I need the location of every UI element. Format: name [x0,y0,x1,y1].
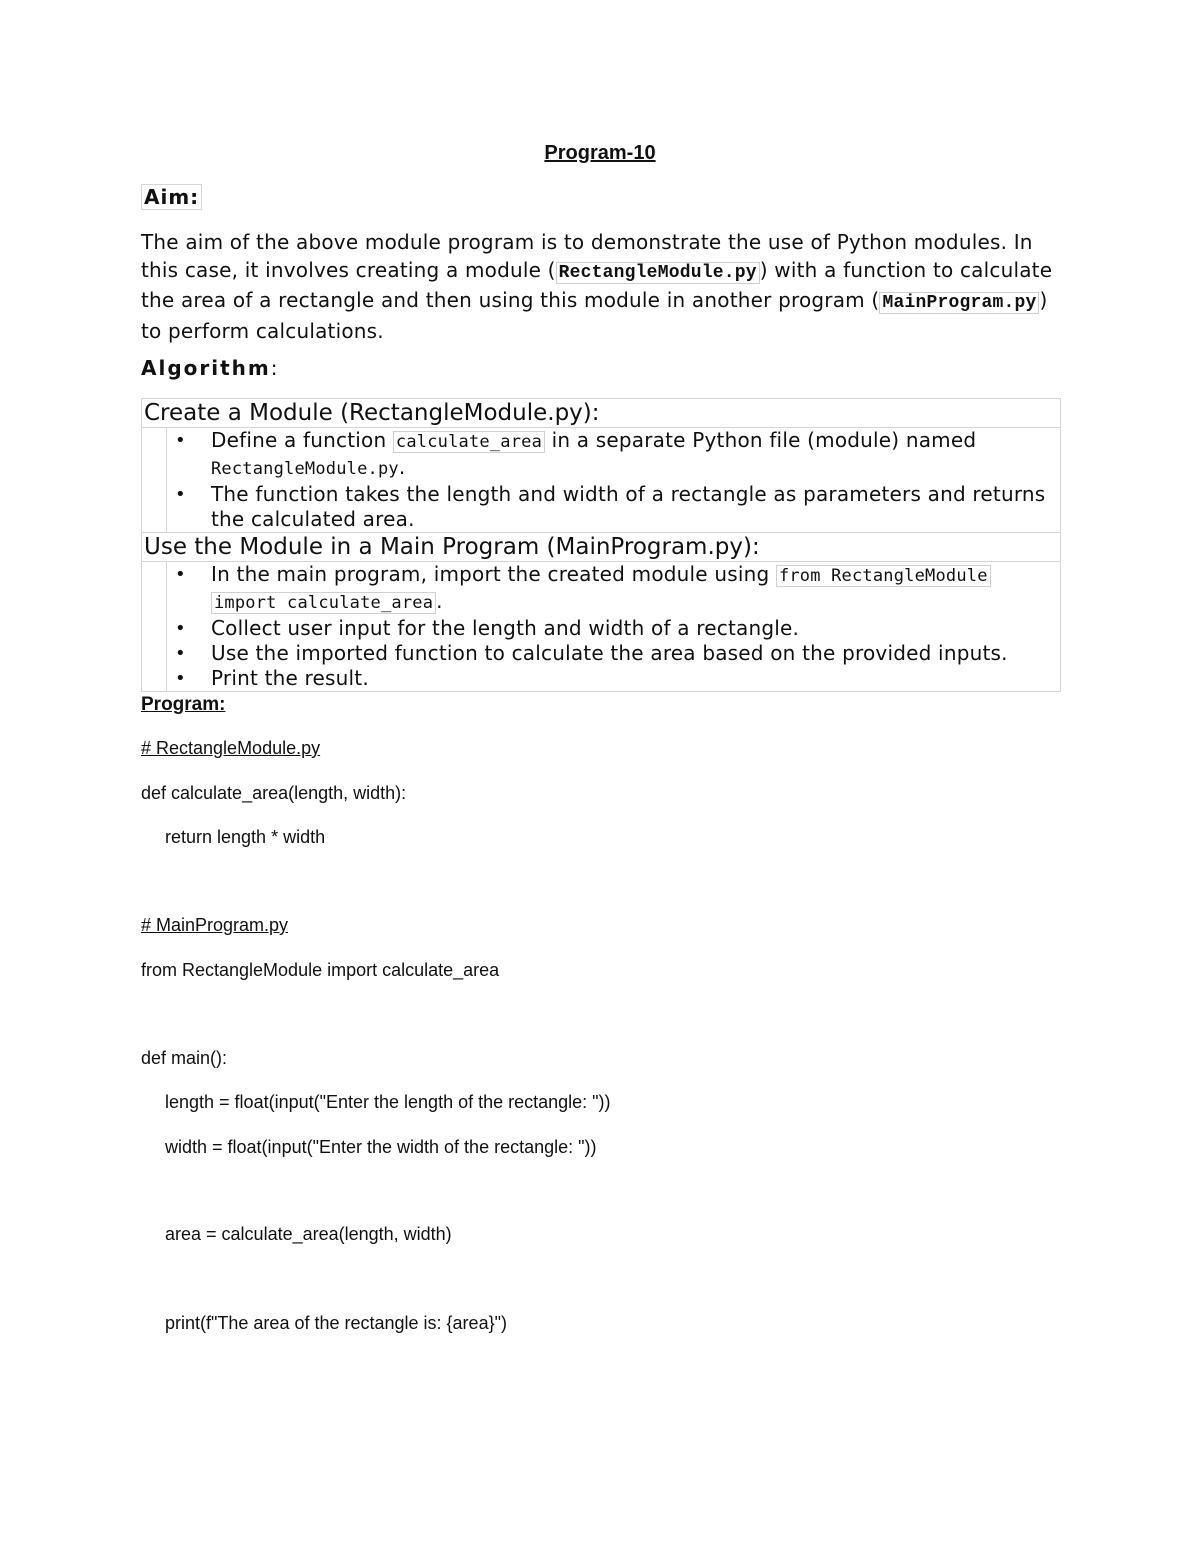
inline-code: RectangleModule.py [211,459,399,479]
code-line-print: print(f"The area of the rectangle is: {area}") [145,1313,507,1333]
bullet-icon: • [175,484,186,505]
list-item [167,666,1058,691]
code-line-import: from RectangleModule import calculate_area [141,960,500,980]
page-title: Program-10 [544,142,656,164]
code-line-length: length = float(input("Enter the length of the rectangle: ")) [145,1092,611,1112]
code-line-return: return length * width [145,827,326,847]
code-line-area: area = calculate_area(length, width) [145,1224,452,1244]
code-line-width: width = float(input("Enter the width of the rectangle: ")) [145,1137,597,1157]
item-text: in a separate Python file (module) named [545,428,977,452]
item-text: In the main program, import the created module using [211,562,776,586]
aim-code-rectangle-module: RectangleModule.py [556,262,760,284]
step-2-heading: Use the Module in a Main Program (MainProgram.py): [142,533,1060,562]
list-item [167,482,1058,532]
step-2-list [167,562,1058,691]
program-label: Program: [141,694,226,715]
code-comment-rectangle-module: # RectangleModule.py [141,738,321,758]
step-1-heading: Create a Module (RectangleModule.py): [142,399,1060,428]
aim-code-main-program: MainProgram.py [879,292,1039,314]
inline-code: import calculate_area [211,592,436,614]
aim-text-1: The aim of the above module program is to demonstrate the use of Python modules. In this case, it involves creating a module ( [141,230,1033,282]
item-text: The function takes the length and width of a rectangle as parameters and returns the calculated area. [211,482,1046,531]
list-item [167,428,1058,482]
aim-heading-box [141,185,202,209]
step-1-body [166,428,1060,532]
algorithm-heading-colon: : [270,356,280,380]
algorithm-step-2 [141,532,1061,692]
bullet-icon: • [175,564,186,585]
bullet-icon: • [175,430,186,451]
bullet-icon: • [175,618,186,639]
step-1-list [167,428,1058,532]
aim-text-3: ) to perform calculations. [141,288,1048,343]
item-text: Collect user input for the length and width of a rectangle. [211,616,800,640]
bullet-icon: • [175,643,186,664]
step-2-body [166,562,1060,691]
list-item [167,562,1058,616]
list-item [167,641,1058,666]
algorithm-heading-text: Algorithm [141,356,271,380]
item-text: Define a function [211,428,393,452]
aim-text-2: ) with a function to calculate the area of a rectangle and then using this module in another program ( [141,257,1053,312]
algorithm-step-1 [141,398,1061,533]
code-line-def-main: def main(): [141,1048,228,1068]
aim-heading: Aim: [141,184,202,210]
item-text: Use the imported function to calculate the area based on the provided inputs. [211,641,1008,665]
code-line-def-calculate: def calculate_area(length, width): [141,783,407,803]
algorithm-heading [141,356,280,380]
item-text: . [398,455,406,479]
aim-paragraph [141,229,1061,345]
item-text: . [436,589,443,613]
inline-code: from RectangleModule [776,565,991,587]
item-text: Print the result. [211,666,369,690]
inline-code: calculate_area [393,431,545,453]
bullet-icon: • [175,668,186,689]
list-item [167,616,1058,641]
code-comment-main-program: # MainProgram.py [141,915,289,935]
